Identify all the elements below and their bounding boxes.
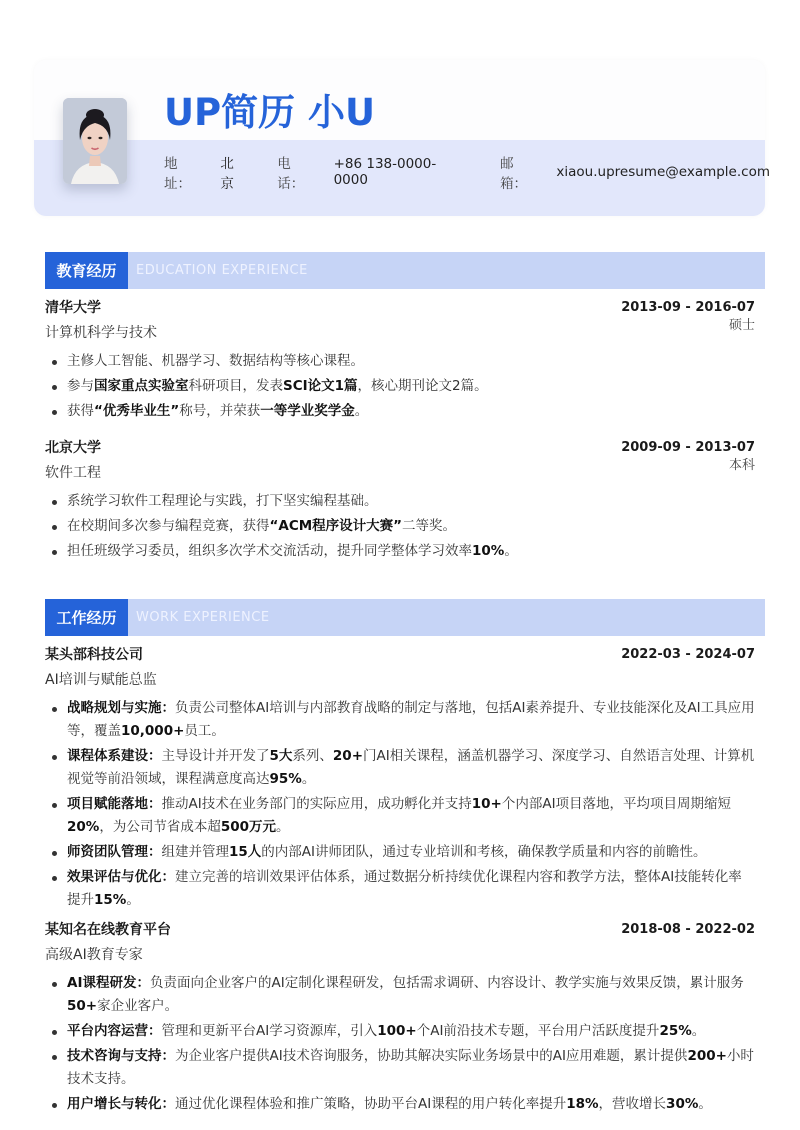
bullet-item [45, 350, 755, 373]
bullet-item [45, 400, 755, 423]
contact-info [164, 156, 800, 192]
bullet-text: 。 [504, 543, 518, 559]
section-title-en: EDUCATION EXPERIENCE [136, 263, 308, 278]
highlight-text: 30% [666, 1096, 699, 1112]
bullet-item [45, 1045, 755, 1091]
bullet-list [45, 490, 755, 563]
highlight-text: 10,000+ [121, 723, 185, 739]
highlight-text: 95% [269, 771, 302, 787]
bullet-text: 。 [301, 771, 316, 787]
highlight-text: 国家重点实验室 [94, 378, 189, 394]
bullet-text: 推动AI技术在业务部门的实际应用，成功孵化并支持 [161, 796, 472, 812]
bullet-text: 管理和更新平台AI学习资源库，引入 [161, 1023, 378, 1039]
bullet-text: 负责面向企业客户的AI定制化课程研发，包括需求调研、内容设计、教学实施与效果反馈，累计服务 [149, 975, 744, 991]
bullet-text: 个AI前沿技术专题，平台用户活跃度提升 [416, 1023, 660, 1039]
major: 软件工程 [45, 465, 101, 481]
highlight-text: 18% [566, 1096, 599, 1112]
date-range: 2022-03 - 2024-07 [621, 646, 755, 662]
bullet-item [45, 793, 755, 839]
candidate-name: UP简历 小U [164, 91, 376, 134]
bullet-list [45, 350, 755, 423]
highlight-text: 200+ [687, 1048, 727, 1064]
bullet-item [45, 1093, 755, 1116]
bullet-item [45, 745, 755, 791]
bullet-text: 。 [698, 1096, 712, 1112]
highlight-text: 100+ [377, 1023, 417, 1039]
bullet-text: 负责公司整体AI培训与内部教育战略的制定与落地，包括AI素养提升、专业技能深化及AI工具应用等，覆盖 [67, 700, 755, 739]
bullet-item [45, 540, 755, 563]
highlight-text: 用户增长与转化： [67, 1096, 175, 1112]
bullet-text: 担任班级学习委员，组织多次学术交流活动，提升同学整体学习效率 [67, 543, 472, 559]
portrait-icon [63, 98, 127, 184]
major: 计算机科学与技术 [45, 325, 157, 341]
highlight-text: 战略规划与实施： [67, 700, 175, 716]
bullet-text: 组建并管理 [161, 844, 229, 860]
bullet-text: 小时技术支持。 [67, 1048, 754, 1087]
bullet-text: 个内部AI项目落地，平均项目周期缩短 [501, 796, 732, 812]
highlight-text: 技术咨询与支持： [67, 1048, 175, 1064]
bullet-text: 员工。 [184, 723, 225, 739]
profile-photo [63, 98, 127, 184]
bullet-text: 。 [354, 403, 369, 419]
highlight-text: 20% [67, 819, 100, 835]
date-range: 2013-09 - 2016-07 [621, 299, 755, 315]
bullet-item [45, 375, 755, 398]
school-name: 清华大学 [45, 300, 101, 316]
highlight-text: 15人 [229, 844, 262, 860]
education-entry [45, 436, 755, 565]
bullet-item [45, 1020, 755, 1043]
bullet-text: 。 [126, 892, 140, 908]
section-title-cn: 工作经历 [45, 599, 128, 636]
company-name: 某知名在线教育平台 [45, 922, 171, 938]
highlight-text: “ACM程序设计大赛” [269, 518, 403, 534]
bullet-text: 通过优化课程体验和推广策略，协助平台AI课程的用户转化率提升 [175, 1096, 567, 1112]
bullet-item [45, 972, 755, 1018]
work-section-header [45, 599, 765, 636]
degree: 硕士 [728, 317, 755, 333]
bullet-text: 主导设计并开发了 [161, 748, 270, 764]
degree: 本科 [728, 457, 755, 473]
highlight-text: 师资团队管理： [67, 844, 162, 860]
bullet-item [45, 490, 755, 513]
bullet-text: 。 [691, 1023, 706, 1039]
section-title-en: WORK EXPERIENCE [136, 610, 270, 625]
bullet-text: ，核心期刊论文2篇。 [357, 378, 488, 394]
email-value[interactable]: xiaou.upresume@example.com [556, 164, 770, 180]
job-title: 高级AI教育专家 [45, 947, 143, 963]
section-title-cn: 教育经历 [45, 252, 128, 289]
bullet-text: 在校期间多次参与编程竞赛，获得 [67, 518, 270, 534]
school-name: 北京大学 [45, 440, 101, 456]
bullet-text: 家企业客户。 [97, 998, 179, 1014]
education-entry [45, 296, 755, 425]
highlight-text: AI课程研发： [67, 975, 150, 991]
bullet-list [45, 697, 755, 912]
bullet-text: 主修人工智能、机器学习、数据结构等核心课程。 [67, 353, 364, 369]
highlight-text: 效果评估与优化： [67, 869, 175, 885]
bullet-text: 参与 [67, 378, 94, 394]
bullet-text: 的内部AI讲师团队，通过专业培训和考核，确保教学质量和内容的前瞻性。 [261, 844, 707, 860]
highlight-text: 10% [472, 543, 505, 559]
bullet-item [45, 697, 755, 743]
bullet-text: ，为公司节省成本超 [99, 819, 221, 835]
bullet-text: 。 [276, 819, 290, 835]
bullet-item [45, 515, 755, 538]
bullet-item [45, 866, 755, 912]
highlight-text: 25% [659, 1023, 692, 1039]
highlight-text: 项目赋能落地： [67, 796, 162, 812]
education-section-header [45, 252, 765, 289]
bullet-text: 二等奖。 [402, 518, 457, 534]
bullet-text: 门AI相关课程，涵盖机器学习、深度学习、自然语言处理、计算机视觉等前沿领域，课程满意度高达 [67, 748, 755, 787]
highlight-text: 平台内容运营： [67, 1023, 162, 1039]
highlight-text: “优秀毕业生” [94, 403, 180, 419]
bullet-text: 建立完善的培训效果评估体系，通过数据分析持续优化课程内容和教学方法，整体AI技能转化率提升 [67, 869, 742, 908]
phone-label: 电话： [277, 156, 305, 192]
highlight-text: 50+ [67, 998, 98, 1014]
company-name: 某头部科技公司 [45, 647, 143, 663]
bullet-list [45, 972, 755, 1116]
phone-value[interactable]: +86 138-0000-0000 [333, 156, 437, 188]
highlight-text: 500万元 [220, 819, 277, 835]
address-label: 地址： [164, 156, 191, 192]
date-range: 2018-08 - 2022-02 [621, 921, 755, 937]
highlight-text: 15% [94, 892, 127, 908]
bullet-text: 系列、 [292, 748, 333, 764]
highlight-text: SCI论文1篇 [283, 378, 358, 394]
job-title: AI培训与赋能总监 [45, 672, 157, 688]
bullet-text: 系统学习软件工程理论与实践，打下坚实编程基础。 [67, 493, 378, 509]
email-label: 邮箱： [500, 156, 528, 192]
highlight-text: 5大 [269, 748, 293, 764]
work-entry [45, 643, 755, 914]
bullet-text: 称号，并荣获 [179, 403, 261, 419]
highlight-text: 20+ [332, 748, 364, 764]
bullet-text: 为企业客户提供AI技术咨询服务，协助其解决实际业务场景中的AI应用难题，累计提供 [175, 1048, 688, 1064]
date-range: 2009-09 - 2013-07 [621, 439, 755, 455]
bullet-item [45, 841, 755, 864]
highlight-text: 课程体系建设： [67, 748, 162, 764]
bullet-text: 获得 [67, 403, 94, 419]
bullet-text: ，营收增长 [598, 1096, 667, 1112]
address-value: 北京 [220, 156, 234, 192]
highlight-text: 10+ [471, 796, 502, 812]
highlight-text: 一等学业奖学金 [260, 403, 355, 419]
bullet-text: 科研项目，发表 [188, 378, 283, 394]
work-entry [45, 918, 755, 1118]
